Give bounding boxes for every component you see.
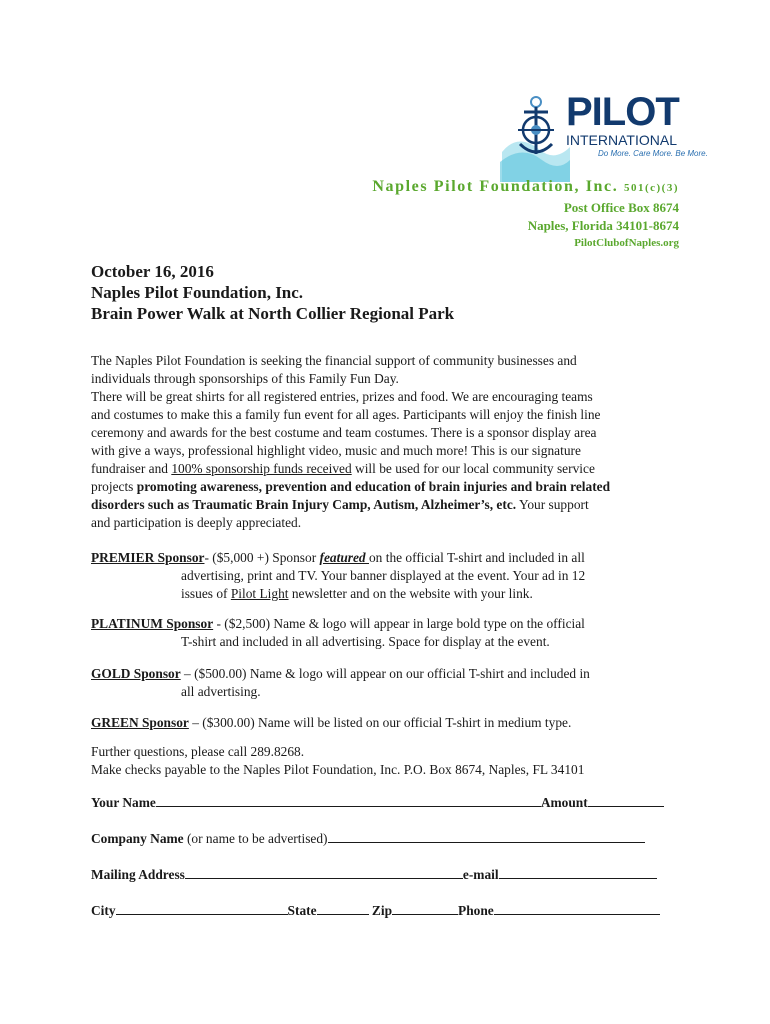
intro-line: with give a ways, professional highlight video, music and much more! This is our signature [91,443,581,458]
company-name-label: Company Name [91,831,184,846]
form-row-company [91,829,645,848]
city-label: City [91,903,116,918]
mission-highlight: disorders such as Traumatic Brain Injury Camp, Autism, Alzheimer’s, etc. [91,497,517,512]
organization-name: Naples Pilot Foundation, Inc. [91,283,304,302]
premier-text: newsletter and on the website with your link. [288,586,533,601]
gold-line [91,665,691,683]
gold-sponsor-section [91,665,691,701]
mailing-address-label: Mailing Address [91,867,185,882]
intro-line: and costumes to make this a family fun event for all ages. Participants will enjoy the finish line [91,407,601,422]
letter-title [91,261,454,324]
premier-text: - ($5,000 +) Sponsor [204,550,320,565]
state-label: State [287,903,317,918]
platinum-text: - ($2,500) Name & logo will appear in large bold type on the official [213,616,585,631]
tax-status: 501(c)(3) [623,182,679,194]
amount-field[interactable] [588,793,664,807]
gold-line: all advertising. [181,684,261,699]
anchor-wave-icon [500,92,570,182]
platinum-line: T-shirt and included in all advertising. Space for display at the event. [181,634,550,649]
intro-text: projects [91,479,137,494]
intro-line: individuals through sponsorships of this Family Fun Day. [91,371,399,386]
mission-highlight: promoting awareness, prevention and education of brain injuries and brain related [136,479,611,494]
intro-line [91,478,691,496]
pilot-international-logo [500,90,708,182]
zip-label: Zip [371,903,393,918]
intro-text: Your support [516,497,589,512]
funds-highlight: 100% sponsorship funds received [171,461,352,476]
phone-label: Phone [458,903,494,918]
green-line [91,714,691,732]
form-row-city [91,901,660,920]
platinum-label: PLATINUM Sponsor [91,616,214,631]
platinum-line [91,615,691,633]
premier-sponsor-section [91,549,691,603]
amount-label: Amount [540,795,588,810]
contact-section [91,743,691,779]
your-name-field[interactable] [156,793,541,807]
intro-text: fundraiser and [91,461,172,476]
platinum-sponsor-section [91,615,691,651]
premier-text: on the official T-shirt and included in all [368,550,585,565]
logo-subtitle: INTERNATIONAL [566,132,677,148]
contact-phone-line: Further questions, please call 289.8268. [91,744,305,759]
logo-wordmark: PILOT [566,90,679,134]
gold-label: GOLD Sponsor [91,666,181,681]
logo-tagline: Do More. Care More. Be More. [598,149,708,158]
intro-line [91,496,691,514]
intro-line: and participation is deeply appreciated. [91,515,302,530]
event-date: October 16, 2016 [91,262,214,281]
city-field[interactable] [116,901,288,915]
premier-line [91,585,691,603]
city-address: Naples, Florida 34101-8674 [527,218,679,233]
company-name-hint: (or name to be advertised) [183,831,328,846]
featured-text: featured [319,550,369,565]
pilot-light-newsletter: Pilot Light [230,586,289,601]
email-field[interactable] [499,865,657,879]
zip-field[interactable] [392,901,458,915]
po-box: Post Office Box 8674 [563,200,679,215]
foundation-name: Naples Pilot Foundation, Inc. [372,178,619,195]
event-name: Brain Power Walk at North Collier Regional Park [91,304,455,323]
premier-line [91,549,691,567]
green-sponsor-section [91,714,691,732]
form-row-name [91,793,664,812]
green-label: GREEN Sponsor [91,715,189,730]
contact-checks-line: Make checks payable to the Naples Pilot Foundation, Inc. P.O. Box 8674, Naples, FL 34101 [91,762,585,777]
premier-line: advertising, print and TV. Your banner displayed at the event. Your ad in 12 [181,568,586,583]
form-row-address [91,865,657,884]
intro-line [91,460,691,478]
intro-paragraph [91,352,691,532]
foundation-name-heading [372,177,679,198]
intro-line: ceremony and awards for the best costume and team costumes. There is a sponsor display area [91,425,597,440]
your-name-label: Your Name [91,795,156,810]
intro-line: There will be great shirts for all registered entries, prizes and food. We are encouraging teams [91,389,593,404]
email-label: e-mail [462,867,499,882]
green-text: – ($300.00) Name will be listed on our official T-shirt in medium type. [188,715,572,730]
mailing-address-field[interactable] [185,865,463,879]
website-link[interactable]: PilotClubofNaples.org [574,237,679,249]
intro-text: will be used for our local community service [351,461,595,476]
premier-text: issues of [181,586,231,601]
state-field[interactable] [317,901,369,915]
gold-text: – ($500.00) Name & logo will appear on our official T-shirt and included in [180,666,590,681]
company-name-field[interactable] [328,829,645,843]
premier-label: PREMIER Sponsor [91,550,205,565]
phone-field[interactable] [494,901,660,915]
intro-line: The Naples Pilot Foundation is seeking the financial support of community businesses and [91,353,577,368]
